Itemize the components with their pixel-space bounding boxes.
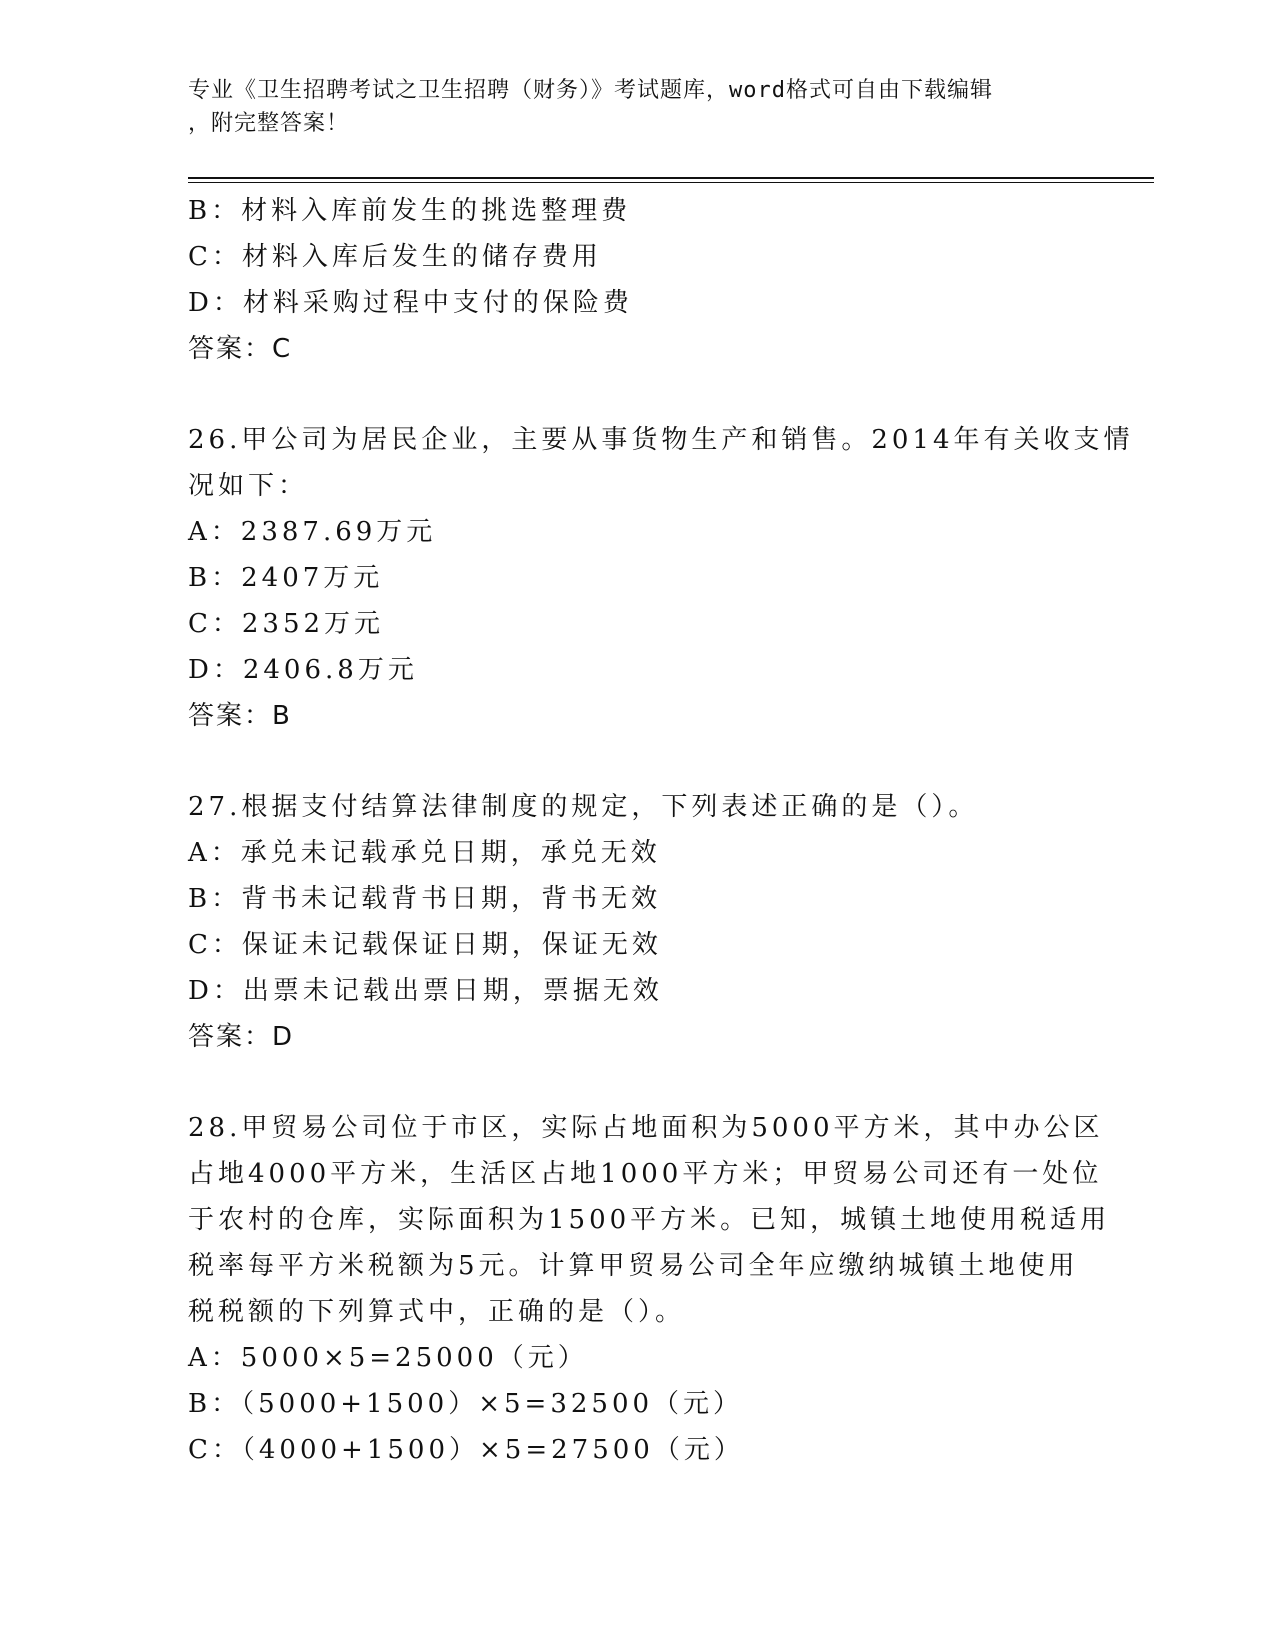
question-26 [188, 417, 1134, 739]
q28-option-a: A：5000×5=25000（元） [188, 1343, 588, 1373]
q27-option-a: A：承兑未记载承兑日期，承兑无效 [188, 838, 661, 868]
header-line-1: 专业《卫生招聘考试之卫生招聘（财务）》考试题库，word格式可自由下载编辑 [188, 78, 993, 103]
q28-option-b: B：（5000+1500）×5=32500（元） [188, 1389, 744, 1419]
q25-option-c: C：材料入库后发生的储存费用 [188, 242, 602, 272]
question-list [188, 188, 1134, 1473]
q26-answer: 答案：B [188, 701, 292, 731]
q25-answer: 答案：C [188, 334, 293, 364]
q27-option-c: C：保证未记载保证日期，保证无效 [188, 930, 662, 960]
q25-option-d: D：材料采购过程中支付的保险费 [188, 288, 633, 318]
spacer [188, 372, 1088, 417]
q28-option-c: C：（4000+1500）×5=27500（元） [188, 1435, 744, 1465]
q27-option-b: B：背书未记载背书日期，背书无效 [188, 884, 662, 914]
q26-option-b: B：2407万元 [188, 563, 384, 593]
q28-stem-line-1: 28.甲贸易公司位于市区，实际占地面积为5000平方米，其中办公区 [188, 1113, 1104, 1143]
spacer [188, 739, 1088, 784]
header-line-2: ，附完整答案！ [188, 111, 350, 136]
question-27 [188, 784, 1088, 1060]
question-25 [188, 188, 1088, 372]
header-rule-thick [188, 177, 1154, 179]
q27-answer: 答案：D [188, 1022, 295, 1052]
q27-stem: 27.根据支付结算法律制度的规定，下列表述正确的是（）。 [188, 792, 979, 822]
header-rule-thin [188, 182, 1154, 183]
spacer [188, 1060, 1088, 1105]
q26-option-a: A：2387.69万元 [188, 517, 437, 547]
q26-stem-line-2: 况如下： [188, 471, 309, 501]
q25-option-b: B：材料入库前发生的挑选整理费 [188, 196, 632, 226]
q26-stem-line-1: 26.甲公司为居民企业，主要从事货物生产和销售。2014年有关收支情 [188, 425, 1134, 455]
q28-stem-line-3: 于农村的仓库，实际面积为1500平方米。已知，城镇土地使用税适用 [188, 1205, 1111, 1235]
q26-option-c: C：2352万元 [188, 609, 385, 639]
q28-stem-line-5: 税税额的下列算式中，正确的是（）。 [188, 1297, 686, 1327]
q27-option-d: D：出票未记载出票日期，票据无效 [188, 976, 663, 1006]
question-28 [188, 1105, 1111, 1473]
q28-stem-line-4: 税率每平方米税额为5元。计算甲贸易公司全年应缴纳城镇土地使用 [188, 1251, 1079, 1281]
q26-option-d: D：2406.8万元 [188, 655, 418, 685]
document-header [188, 74, 1068, 140]
q28-stem-line-2: 占地4000平方米，生活区占地1000平方米；甲贸易公司还有一处位 [188, 1159, 1103, 1189]
